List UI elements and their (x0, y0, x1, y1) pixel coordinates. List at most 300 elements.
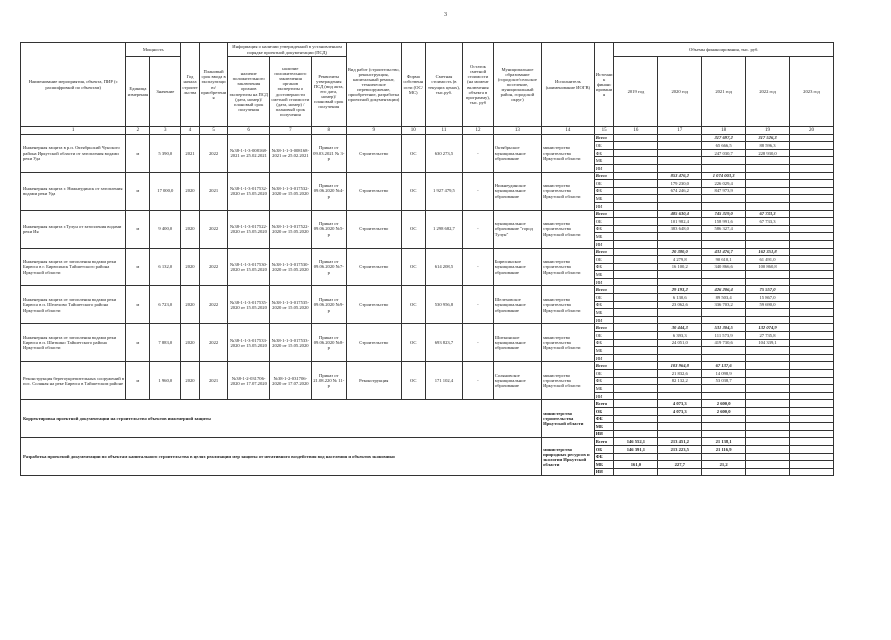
col-source-header: Источник финансирования (594, 43, 614, 127)
funding-value: 82 132,2 (658, 377, 702, 385)
object-executor: министерство строительства Иркутской области (542, 134, 595, 172)
funding-value (746, 438, 790, 446)
funding-value (746, 400, 790, 408)
col-psd-b-header: наличие положительного заключения органов экспертизы о достоверности сметной стоимости (дата, номер) / плановый срок получения (270, 57, 312, 127)
funding-value (614, 362, 658, 370)
object-name: Инженерная защита г.Тулун от затопления водами реки Ия (21, 210, 126, 248)
funding-value (789, 210, 833, 218)
funding-value: 24 051,0 (658, 339, 702, 347)
object-remaining: - (463, 210, 494, 248)
funding-value (789, 400, 833, 408)
funding-value (789, 430, 833, 438)
funding-value (789, 468, 833, 476)
col-start-header: Год начала строительства (181, 43, 200, 127)
funding-value (746, 347, 790, 355)
funding-value: 4 073,3 (658, 400, 702, 408)
funding-value: 101 982,4 (658, 218, 702, 226)
object-psd-a: №38-1-1-3-008168-2021 от 25.02.2021 (228, 134, 270, 172)
source-label: Всего (594, 324, 614, 332)
object-psd-c: Приказ от 21.08.220 № 11-р (311, 362, 346, 400)
source-label: ОБ (594, 218, 614, 226)
source-label: ФБ (594, 377, 614, 385)
object-start: 2021 (181, 134, 200, 172)
funding-value: 146 552,1 (614, 438, 658, 446)
funding-value (614, 172, 658, 180)
funding-value (746, 309, 790, 317)
object-value: 6 723,0 (150, 286, 181, 324)
funding-value (789, 301, 833, 309)
column-number: 10 (401, 127, 425, 135)
year-2023-header: 2023 год (789, 57, 833, 127)
object-psd-a: №38-1-1-3-017522-2020 от 15.05.2020 (228, 210, 270, 248)
funding-value (658, 134, 702, 142)
funding-value (746, 202, 790, 210)
funding-value: 426 206,4 (702, 286, 746, 294)
object-remaining: - (463, 324, 494, 362)
object-start: 2020 (181, 172, 200, 210)
funding-value (614, 225, 658, 233)
funding-value (614, 339, 658, 347)
year-2021-header: 2021 год (702, 57, 746, 127)
object-psd-c: Приказ от 09.06.2020 №4-р (311, 172, 346, 210)
funding-value: 485 630,4 (658, 210, 702, 218)
funding-value (614, 256, 658, 264)
object-work: Строительство (346, 172, 401, 210)
funding-value (614, 332, 658, 340)
funding-value: 431 476,7 (702, 248, 746, 256)
funding-value (789, 377, 833, 385)
col-capacity-header: Мощность (126, 43, 181, 57)
object-remaining: - (463, 134, 494, 172)
funding-value: 15 867,0 (746, 294, 790, 302)
object-psd-c: Приказ от 09.06.2020 №5-р (311, 210, 346, 248)
object-municipality: Октябрьское муниципальное образование (493, 134, 541, 172)
funding-value (746, 407, 790, 415)
funding-value (789, 286, 833, 294)
page-number: 3 (444, 12, 447, 18)
object-psd-a: №38-1-1-3-017530-2020 от 15.05.2020 (228, 248, 270, 286)
summary-row (21, 400, 834, 408)
source-label: ОБ (594, 445, 614, 453)
source-label: ИИ (594, 316, 614, 324)
funding-value: 213 223,5 (658, 445, 702, 453)
object-municipality: Нижнеудинское муниципальное образование (493, 172, 541, 210)
funding-value: 29 193,2 (658, 286, 702, 294)
source-label: ОБ (594, 294, 614, 302)
funding-value: 21 138,1 (702, 438, 746, 446)
funding-value: 161,0 (614, 461, 658, 469)
funding-value (746, 370, 790, 378)
col-estimate-header: Сметная стоимость (в текущих ценах), тыс.руб. (425, 43, 462, 127)
table-row (21, 248, 834, 256)
object-psd-b: №38-1-1-3-017533-2020 от 15.05.2020 (270, 324, 312, 362)
funding-value (614, 453, 658, 461)
summary-name: Корректировка проектной документации на строительство объектов инженерной защиты (21, 400, 542, 438)
funding-value (614, 187, 658, 195)
funding-value (789, 180, 833, 188)
object-name: Инженерная защита от затопления водами реки Бирюса в п. Шиткино Тайшетского района Иркутской области (21, 324, 126, 362)
object-psd-b: №38-1-2-031706-2020 от 17.07.2020 (270, 362, 312, 400)
funding-value (658, 142, 702, 150)
object-remaining: - (463, 248, 494, 286)
funding-value: 336 703,2 (702, 301, 746, 309)
source-label: ОБ (594, 180, 614, 188)
funding-value (789, 271, 833, 279)
funding-value (746, 157, 790, 165)
object-work: Строительство (346, 210, 401, 248)
source-label: ФБ (594, 225, 614, 233)
funding-value (614, 347, 658, 355)
funding-value (614, 210, 658, 218)
funding-value (746, 225, 790, 233)
funding-value: 383 648,0 (658, 225, 702, 233)
object-unit: м (126, 248, 150, 286)
object-value: 1 960,0 (150, 362, 181, 400)
object-psd-b: №38-1-1-3-017522-2020 от 15.05.2020 (270, 210, 312, 248)
funding-value (789, 164, 833, 172)
object-psd-b: №38-1-1-3-017530-2020 от 15.05.2020 (270, 248, 312, 286)
funding-value: 100 860,8 (746, 263, 790, 271)
column-number: 12 (463, 127, 494, 135)
funding-value: 132 074,9 (746, 324, 790, 332)
object-ownership: ОС (401, 248, 425, 286)
funding-value (789, 202, 833, 210)
funding-value (789, 324, 833, 332)
funding-value: 65 666,5 (702, 142, 746, 150)
object-unit: м (126, 362, 150, 400)
funding-value (702, 157, 746, 165)
funding-value (658, 385, 702, 393)
funding-value (614, 354, 658, 362)
funding-value (789, 225, 833, 233)
object-executor: министерство строительства Иркутской области (542, 286, 595, 324)
funding-value (702, 347, 746, 355)
funding-value (789, 362, 833, 370)
funding-value (614, 385, 658, 393)
object-unit: м (126, 286, 150, 324)
funding-value (746, 445, 790, 453)
funding-value (658, 164, 702, 172)
funding-value: 317 526,3 (746, 134, 790, 142)
object-ownership: ОС (401, 286, 425, 324)
funding-value (789, 453, 833, 461)
funding-value (702, 233, 746, 241)
funding-value: 227,7 (658, 461, 702, 469)
funding-value (702, 453, 746, 461)
column-number: 13 (493, 127, 541, 135)
funding-value (614, 286, 658, 294)
col-psd-header: Информация о наличии утвержденной в установленном порядке проектной документации (ПСД) (228, 43, 347, 57)
funding-value (658, 453, 702, 461)
funding-value (702, 385, 746, 393)
funding-value: 853 476,2 (658, 172, 702, 180)
object-remaining: - (463, 362, 494, 400)
col-muni-header: Муниципальное образование (городское/сельское поселение, муниципальный район, городской округ) (493, 43, 541, 127)
col-own-header: Форма собственности (ОС/МС) (401, 43, 425, 127)
funding-value (702, 415, 746, 423)
funding-value (789, 157, 833, 165)
funding-value: 89 503,4 (702, 294, 746, 302)
source-label: МБ (594, 157, 614, 165)
source-label: ФБ (594, 339, 614, 347)
table-row (21, 210, 834, 218)
funding-value (614, 164, 658, 172)
funding-value (746, 377, 790, 385)
column-number: 20 (789, 127, 833, 135)
funding-value (789, 445, 833, 453)
funding-value: 67 733,3 (746, 218, 790, 226)
funding-value (614, 218, 658, 226)
funding-value (702, 354, 746, 362)
funding-value (658, 240, 702, 248)
funding-value (614, 157, 658, 165)
funding-value (746, 271, 790, 279)
funding-value (789, 187, 833, 195)
object-psd-c: Приказ от 09.06.2020 №8-р (311, 324, 346, 362)
column-number: 18 (702, 127, 746, 135)
funding-value: 226 029,4 (702, 180, 746, 188)
year-2019-header: 2019 год (614, 57, 658, 127)
table-row (21, 324, 834, 332)
funding-value: 317 697,2 (702, 134, 746, 142)
source-label: Всего (594, 438, 614, 446)
object-unit: м (126, 172, 150, 210)
funding-value: 103 964,8 (658, 362, 702, 370)
source-label: ОБ (594, 256, 614, 264)
object-psd-c: Приказ от 09.06.2020 №9-р (311, 286, 346, 324)
source-label: Всего (594, 172, 614, 180)
funding-value: 23 062,6 (658, 301, 702, 309)
funding-value (702, 430, 746, 438)
funding-value (614, 400, 658, 408)
funding-value (614, 407, 658, 415)
object-ownership: ОС (401, 210, 425, 248)
object-unit: м (126, 324, 150, 362)
funding-value: 2 600,0 (702, 400, 746, 408)
year-2020-header: 2020 год (658, 57, 702, 127)
funding-value (789, 438, 833, 446)
source-label: ИИ (594, 392, 614, 400)
funding-value (658, 392, 702, 400)
object-psd-a: №38-1-2-031706-2020 от 17.07.2020 (228, 362, 270, 400)
object-start: 2020 (181, 286, 200, 324)
object-start: 2020 (181, 362, 200, 400)
table-row (21, 172, 834, 180)
source-label: МБ (594, 461, 614, 469)
object-estimate: 530 956,8 (425, 286, 462, 324)
column-numbers-row (21, 127, 834, 135)
object-municipality: Шиткинское муниципальное образование (493, 324, 541, 362)
funding-value (789, 354, 833, 362)
funding-value (658, 202, 702, 210)
funding-value (614, 370, 658, 378)
funding-value: 104 339,1 (746, 339, 790, 347)
funding-value (746, 415, 790, 423)
source-label: ФБ (594, 415, 614, 423)
funding-value (702, 164, 746, 172)
funding-value (702, 468, 746, 476)
funding-value (746, 278, 790, 286)
funding-value (789, 195, 833, 203)
funding-value (789, 248, 833, 256)
funding-value (614, 149, 658, 157)
object-municipality: муниципальное образование "город Тулун" (493, 210, 541, 248)
object-estimate: 693 823,7 (425, 324, 462, 362)
funding-value (702, 392, 746, 400)
object-executor: министерство строительства Иркутской области (542, 172, 595, 210)
object-estimate: 1 298 682,7 (425, 210, 462, 248)
funding-value (746, 354, 790, 362)
source-label: ИИ (594, 164, 614, 172)
funding-value (746, 240, 790, 248)
funding-value (702, 271, 746, 279)
summary-row (21, 438, 834, 446)
col-exec-header: Исполнитель (наименование ИОГВ) (542, 43, 595, 127)
object-remaining: - (463, 286, 494, 324)
source-label: МБ (594, 233, 614, 241)
object-psd-b: №38-1-1-3-017532-2020 от 15.05.2020 (270, 172, 312, 210)
object-work: Строительство (346, 286, 401, 324)
funding-value (614, 142, 658, 150)
source-label: Всего (594, 210, 614, 218)
source-label: МБ (594, 385, 614, 393)
funding-value: 340 866,6 (702, 263, 746, 271)
funding-value: 14 098,9 (702, 370, 746, 378)
funding-value: 213 451,2 (658, 438, 702, 446)
funding-value (789, 149, 833, 157)
col-value-header: Значение (150, 57, 181, 127)
funding-value: 162 351,8 (746, 248, 790, 256)
source-label: ОБ (594, 142, 614, 150)
object-name: Инженерная защита в р.п. Октябрьский Чунского района Иркутской области от затопления водами реки Уда (21, 134, 126, 172)
funding-value (746, 180, 790, 188)
funding-value (789, 339, 833, 347)
funding-value (614, 294, 658, 302)
object-term: 2021 (199, 362, 228, 400)
source-label: ФБ (594, 301, 614, 309)
funding-value (702, 240, 746, 248)
funding-value (658, 415, 702, 423)
funding-value: 59 690,0 (746, 301, 790, 309)
funding-value: 21 116,9 (702, 445, 746, 453)
funding-value: 20 380,0 (658, 248, 702, 256)
funding-value (746, 423, 790, 431)
funding-value (614, 134, 658, 142)
summary-executor: министерство природных ресурсов и экологии Иркутской области (542, 438, 595, 476)
object-estimate: 171 102,4 (425, 362, 462, 400)
funding-value: 75 557,0 (746, 286, 790, 294)
object-psd-c: Приказ от 09.06.2020 №7-р (311, 248, 346, 286)
funding-value (614, 263, 658, 271)
funding-value (702, 423, 746, 431)
funding-value (746, 362, 790, 370)
funding-value: 27 735,8 (746, 332, 790, 340)
col-term-header: Плановый срок ввода в эксплуатацию/приобретения (199, 43, 228, 127)
funding-value (658, 309, 702, 317)
funding-value (614, 415, 658, 423)
col-psd-a-header: наличие положительного заключения органов экспертизы на ПСД (дата, номер)/плановый срок получения (228, 57, 270, 127)
funding-value (614, 278, 658, 286)
object-work: Реконструкция (346, 362, 401, 400)
funding-value: 531 304,5 (702, 324, 746, 332)
column-number: 7 (270, 127, 312, 135)
funding-value (614, 195, 658, 203)
funding-value (658, 149, 702, 157)
funding-value (614, 468, 658, 476)
funding-value (789, 461, 833, 469)
funding-value: 21 832,6 (658, 370, 702, 378)
funding-value (702, 202, 746, 210)
object-estimate: 1 927 479,5 (425, 172, 462, 210)
funding-value (789, 218, 833, 226)
funding-value (658, 423, 702, 431)
funding-value (789, 385, 833, 393)
funding-value: 88 596,3 (746, 142, 790, 150)
source-label: МБ (594, 423, 614, 431)
funding-value (702, 195, 746, 203)
funding-value (789, 256, 833, 264)
funding-value: 90 610,1 (702, 256, 746, 264)
object-term: 2021 (199, 172, 228, 210)
funding-value: 1 074 003,3 (702, 172, 746, 180)
funding-value: 228 930,0 (746, 149, 790, 157)
table-header (21, 43, 834, 135)
funding-value (746, 461, 790, 469)
funding-value (789, 309, 833, 317)
source-label: Всего (594, 400, 614, 408)
column-number: 5 (199, 127, 228, 135)
funding-value (746, 195, 790, 203)
funding-value (702, 309, 746, 317)
funding-value: 179 230,0 (658, 180, 702, 188)
funding-value (614, 202, 658, 210)
funding-value (658, 468, 702, 476)
object-psd-a: №38-1-1-3-017532-2020 от 15.05.2020 (228, 172, 270, 210)
object-psd-a: №38-1-1-3-017535-2020 от 15.05.2020 (228, 286, 270, 324)
object-term: 2022 (199, 248, 228, 286)
source-label: ИИ (594, 240, 614, 248)
funding-value (614, 423, 658, 431)
column-number: 8 (311, 127, 346, 135)
funding-value: 111 573,9 (702, 332, 746, 340)
object-start: 2020 (181, 324, 200, 362)
object-psd-b: №38-1-1-3-017535-2020 от 15.05.2020 (270, 286, 312, 324)
source-label: МБ (594, 347, 614, 355)
source-label: ОБ (594, 370, 614, 378)
funding-value: 53 038,7 (702, 377, 746, 385)
funding-value (658, 347, 702, 355)
funding-value (789, 392, 833, 400)
object-start: 2020 (181, 248, 200, 286)
object-unit: м (126, 134, 150, 172)
funding-value (614, 240, 658, 248)
funding-value (746, 233, 790, 241)
funding-value (658, 316, 702, 324)
funding-value (614, 180, 658, 188)
funding-value (789, 142, 833, 150)
funding-value (614, 233, 658, 241)
funding-value (746, 187, 790, 195)
funding-value (614, 430, 658, 438)
source-label: Всего (594, 286, 614, 294)
column-number: 6 (228, 127, 270, 135)
funding-value (614, 309, 658, 317)
funding-value: 158 991,6 (702, 218, 746, 226)
object-ownership: ОС (401, 134, 425, 172)
funding-value: 847 973,9 (702, 187, 746, 195)
summary-name: Разработка проектной документации по объектам капитального строительства в целях реализации мер защиты от негативного воздействия вод населения и объектов экономики (21, 438, 542, 476)
object-ownership: ОС (401, 362, 425, 400)
